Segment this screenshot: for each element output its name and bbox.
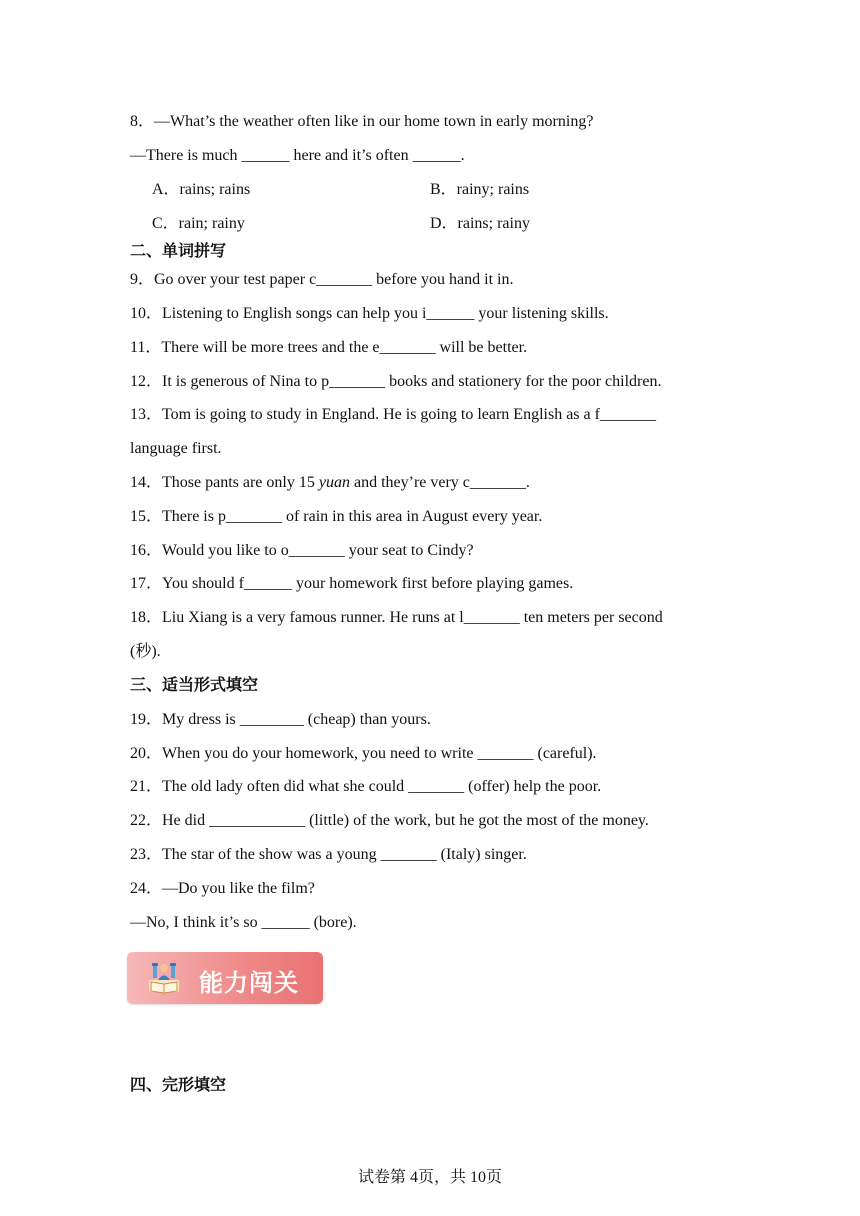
question-10: 10．Listening to English songs can help you i______ your listening skills. — [130, 305, 609, 322]
question-16: 16．Would you like to o_______ your seat to Cindy? — [130, 542, 474, 559]
page-footer: 试卷第 4页，共 10页 — [357, 1169, 502, 1186]
q8-option-d: D．rains; rainy — [430, 215, 530, 232]
question-17: 17．You should f______ your homework first before playing games. — [130, 575, 574, 592]
question-12: 12．It is generous of Nina to p_______ books and stationery for the poor children. — [130, 373, 662, 390]
question-9: 9．Go over your test paper c_______ before you hand it in. — [130, 271, 514, 288]
question-21: 21．The old lady often did what she could _______ (offer) help the poor. — [130, 778, 602, 795]
q8-answer-line: —There is much ______ here and it’s often ______. — [130, 147, 465, 164]
section-3-title: 三、适当形式填空 — [130, 675, 259, 694]
q8-option-c: C．rain; rainy — [152, 215, 245, 232]
question-20: 20．When you do your homework, you need to write _______ (careful). — [130, 745, 597, 762]
section-2-title: 二、单词拼写 — [130, 241, 227, 260]
question-14 — [130, 473, 530, 493]
question-14-start: 14．Those pants are only 15 — [130, 474, 319, 491]
question-19: 19．My dress is ________ (cheap) than yours. — [130, 711, 431, 728]
question-24: 24．—Do you like the film? — [130, 880, 315, 897]
question-18-continuation: (秒). — [130, 643, 161, 660]
q8-option-a: A．rains; rains — [152, 181, 251, 198]
question-14-yuan: yuan — [318, 474, 350, 491]
banner-label: 能力闯关 — [199, 969, 299, 997]
question-13-continuation: language first. — [130, 440, 222, 457]
question-13: 13．Tom is going to study in England. He is going to learn English as a f_______ — [130, 406, 656, 423]
question-22: 22．He did ____________ (little) of the work, but he got the most of the money. — [130, 812, 649, 829]
question-23: 23．The star of the show was a young _______ (Italy) singer. — [130, 846, 527, 863]
question-24-answer: —No, I think it’s so ______ (bore). — [130, 914, 357, 931]
question-18: 18．Liu Xiang is a very famous runner. He runs at l_______ ten meters per second — [130, 609, 663, 626]
question-14-end: and they’re very c_______. — [349, 474, 530, 491]
question-11: 11．There will be more trees and the e_______ will be better. — [130, 339, 528, 356]
q8-question: 8．—What’s the weather often like in our home town in early morning? — [130, 113, 594, 130]
book-reader-icon — [149, 962, 179, 994]
ability-banner — [127, 952, 323, 1004]
section-4-title: 四、完形填空 — [130, 1075, 227, 1094]
question-15: 15．There is p_______ of rain in this area in August every year. — [130, 508, 543, 525]
q8-option-b: B．rainy; rains — [430, 181, 530, 198]
